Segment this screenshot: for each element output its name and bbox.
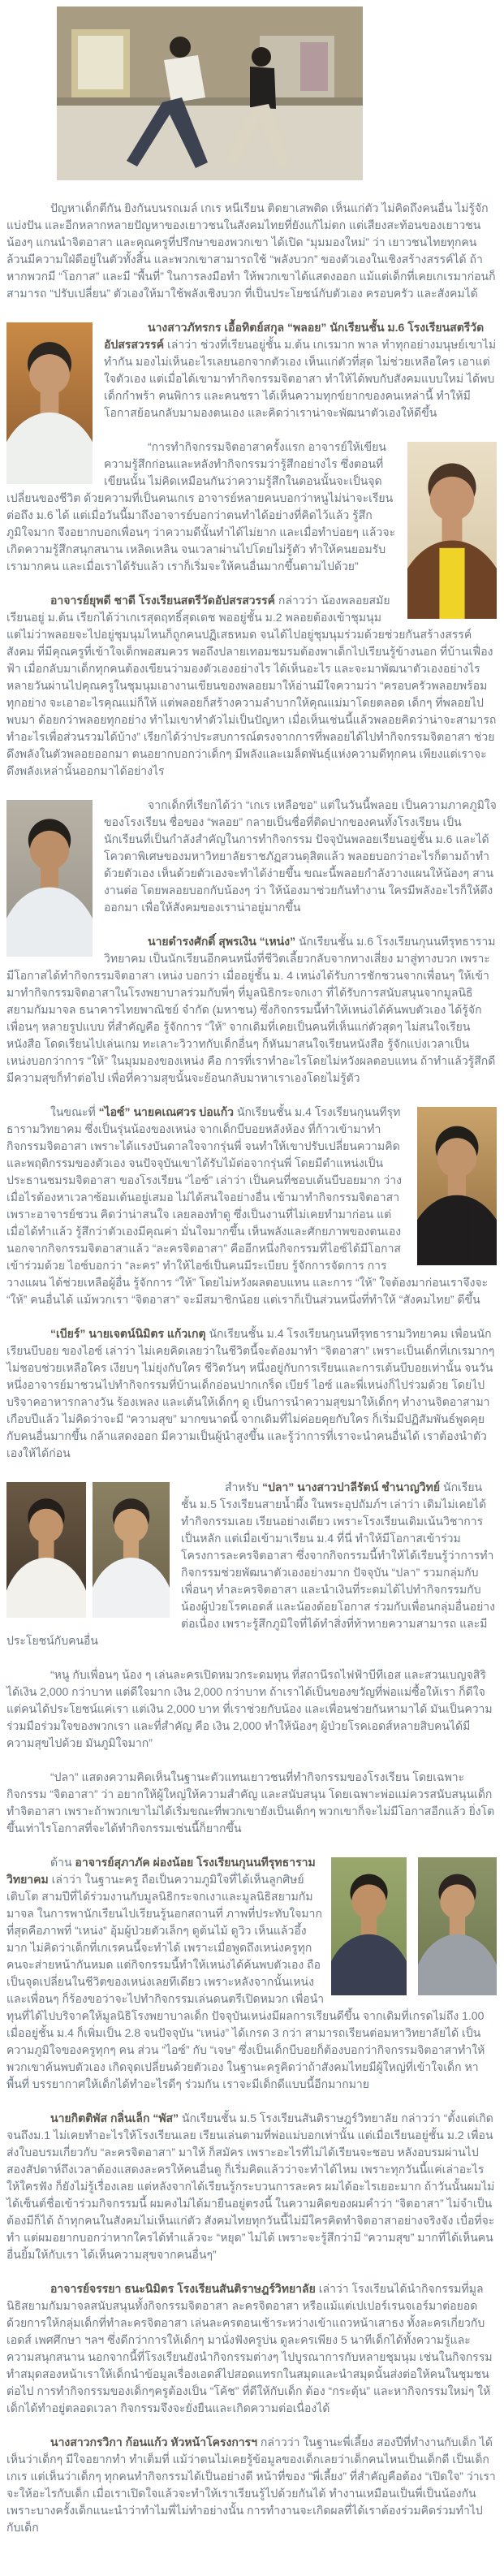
paragraph-pla-opinion	[6, 1769, 497, 1837]
paragraph-teacher-janya	[6, 2280, 497, 2417]
supapak-text: เล่าว่า ในฐานะครู ถือเป็นความภูมิใจที่ได้เห็นลูกศิษย์เติบโต สามปีที่ได้ร่วมงานกับมูลนิธิกระจกเงาและมูลนิธิสยามกัมมาจล ในการพานักเรียนไปเรียนรู้นอกสถานที่ ภาพที่ประทับใจมากที่สุดคือภาพที่ “เหน่ง” อุ้มผู้ป่วยตัวเล็กๆ ดูต้นไม้ ดูวิว เห็นแล้วอึ้งมาก ไม่คิดว่าเด็กที่เกเรคนนี้จะทำได้ เพราะเมื่อพูดถึงเหน่งครูทุกคนจะส่ายหน้ากันหมด แต่กิจกรรมนี้ทำให้เหน่งได้ค้นพบตัวเอง ถือเป็นจุดเปลี่ยนในชีวิตของเหน่งเลยทีเดียว เพราะหลังจากนั้นเหน่งและเพื่อนๆ ก็ร้องขอว่าจะไปทำกิจกรรมเล่นดนตรีเปิดหมวก เพื่อนำทุนที่ได้ไปบริจาคให้มูลนิธิโรงพยาบาลเด็ก ปัจจุบันเหน่งมีผลการเรียนดีขึ้น จากเดิมที่เกรดไม่ถึง 1.00 เมื่ออยู่ชั้น ม.4 ก็เพิ่มเป็น 2.8 จนปัจจุบัน “เหน่ง” ได้เกรด 3 กว่า สามารถเรียนต่อมหาวิทยาลัยได้ เป็นความภูมิใจของครูทุกๆ คน ส่วน “ไอซ์” กับ “เจษ” ซึ่งเป็นเด็กบีบอยก็ต้องบอกว่ากิจกรรมจิตอาสาทำให้พวกเขาค้นพบตัวเอง เกิดจุดเปลี่ยนด้วยตัวเอง ในฐานะครูคิดว่าถ้าสังคมไทยมีผู้ใหญ่ที่เข้าใจเด็ก หาพื้นที่ บรรยากาศให้เด็กได้ทำอะไรดีๆ ร่วมกัน เราจะมีเด็กดีแบบนี้อีกมากมาย	[6, 1873, 485, 2090]
photo-portrait-ploy	[6, 322, 93, 484]
pla-pre: สำหรับ	[225, 1480, 262, 1493]
project-leader-name-korawika: นางสาวกรวิกา ก้อนแก้ว หัวหน้าโครงการฯ	[50, 2436, 258, 2448]
student-name-kittipas: นายกิตติพัส กลิ่นเล็ก “พัส”	[50, 2111, 179, 2124]
person-silhouette	[407, 442, 497, 619]
photo-portrait-pla	[93, 1482, 170, 1618]
korawika-text: กล่าวว่า ในฐานะพี่เลี้ยง สองปีที่ทำงานกับเด็ก ได้เห็นว่าเด็กๆ มีใจอยากทำ ทำเต็มที่ แม้ว่าตนไม่เคยรู้ข้อมูลของเด็กเลยว่าเด็กคนไหนเป็นเด็กดี เป็นเด็กเกเร แต่เห็นว่าเด็กๆ ทุกคนทำกิจกรรมได้เป็นอย่างดี หน้าที่ของ “พี่เลี้ยง” ที่สำคัญคือต้อง “เปิดใจ” ว่าเราจะให้อะไรกับเด็ก เมื่อเราเปิดใจแล้วจะทำให้เราเรียนรู้ไปด้วยกันได้ ทำงานเหมือนเป็นพี่เป็นน้องกัน เพราะบางครั้งเด็กแนะนำว่าทำไมพี่ไม่ทำอย่างนั้น การทำงานจะเกิดผลที่ได้เราต้องร่วมคิดร่วมทำไปกับเด็ก	[6, 2436, 496, 2534]
intro-text: ปัญหาเด็กตีกัน ยิงกันบนรถเมล์ เกเร หนีเรียน ติดยาเสพติด เห็นแก่ตัว ไม่คิดถึงคนอื่น ไม่รู้จักแบ่งปัน และอีกหลากหลายปัญหาของเยาวชนในสังคมไทยที่ยังแก้ไม่ตก แต่เสียงสะท้อนของเยาวชนน้องๆ แกนนำจิตอาสา และคุณครูที่ปรึกษาของพวกเขา ได้เปิด “มุมมองใหม่” ว่า เยาวชนไทยทุกคนล้วนมีความใฝ่ดีอยู่ในตัวทั้งสิ้น และพวกเขาสามารถใช้ “พลังบวก” ของตัวเองในเชิงสร้างสรรค์ได้ ถ้าหากพวกมี “โอกาส” และมี “พื้นที่” ในการลงมือทำ ให้พวกเขาได้แสดงออก แม้แต่เด็กที่เคยเกเรมาก่อนก็สามารถ “ปรับเปลี่ยน” ตัวเองให้มาใช้พลังเชิงบวก ที่เป็นประโยชน์กับตัวเอง ครอบครัว และสังคมได้	[6, 201, 496, 300]
pla-opinion-text: “ปลา” แสดงความคิดเห็นในฐานะตัวแทนเยาวชนที่ทำกิจกรรมของโรงเรียน โดยเฉพาะกิจกรรม “จิตอาสา” ว่า อยากให้ผู้ใหญ่ให้ความสำคัญ และสนับสนุน โดยเฉพาะพ่อแม่ควรสนับสนุนเด็กทำจิตอาสา เพราะถ้าพวกเขาไม่ได้เริ่มขณะที่พวกเขายังเป็นเด็กๆ พวกเขาก็จะไม่มีโอกาสอีกแล้ว ยิ่งโตขึ้นเท่าไรโอกาสที่จะได้ทำกิจกรรมเช่นนี้ก็ยากขึ้น	[6, 1770, 495, 1835]
person-silhouette	[6, 800, 93, 957]
paragraph-kittipas	[6, 2110, 497, 2263]
damrongsak-text: นักเรียนชั้น ม.6 โรงเรียนกุนนทีรุทธารามวิทยาคม เป็นนักเรียนอีกคนหนึ่งที่ชีวิตเลี้ยวกลับจากทางเสี่ยง มาสู่ทางบวก เพราะมีโอกาสได้ทำกิจกรรมจิตอาสา เหน่ง บอกว่า เมื่ออยู่ชั้น ม. 4 เหน่งได้รับการชักชวนจากเพื่อนๆ ให้เข้ามาทำกิจกรรมจิตอาสาในโรงพยาบาลร่วมกับพี่ๆ ที่มูลนิธิกระจกเงา ที่ได้รับการสนับสนุนจากมูลนิธิสยามกัมมาจล ธนาคารไทยพาณิชย์ จำกัด (มหาชน) ซึ่งกิจกรรมนี้ทำให้เหน่งได้ค้นพบตัวเอง ได้รู้จักเพื่อนๆ หลายรูปแบบ ที่สำคัญคือ รู้จักการ “ให้” จากเดิมที่เคยเป็นคนที่เห็นแก่ตัวสุดๆ ไม่สนใจเรียนหนังสือ โดดเรียนไปเล่นเกม ทะเลาะวิวาทกับเด็กอื่นๆ ก็หันมาสนใจเรียนหนังสือ รู้จักแบ่งเวลาเป็น เหน่งบอกว่าการ “ให้” ในมุมมองของเหน่ง คือ การที่เราทำอะไรโดยไม่หวังผลตอบแทน ถ้าทำแล้วรู้สึกดีมีความสุขก็ทำต่อไป เพื่อที่ความสุขนั้นจะย้อนกลับมาหาเราเองโดยไม่รู้ตัว	[6, 935, 496, 1084]
student-name-ice: “ไอซ์” นายคเณศวร บ่อแก้ว	[98, 1105, 235, 1118]
student-name-ploy: นางสาวภัทรกร เอื้อทิตย์สกุล “พลอย” นักเรียนชั้น ม.6 โรงเรียนสตรีวัดอัปสรสวรรค์	[104, 321, 485, 351]
pla-text: นักเรียนชั้น ม.5 โรงเรียนสายน้ำผึ้ง ในพระอุปถัมภ์ฯ เล่าว่า เดิมไม่เคยได้ทำกิจกรรมเลย เรียนอย่างเดียว เพราะโรงเรียนเดิมเน้นวิชาการเป็นหลัก แต่เมื่อเข้ามาเรียน ม.4 ที่นี่ ทำให้มีโอกาสเข้าร่วมโครงการละครจิตอาสา ซึ่งจากกิจกรรมนี้ทำให้ได้เรียนรู้ว่าการทำกิจกรรมช่วยพัฒนาตัวเองอย่างมาก ปัจจุบัน “ปลา” รวมกลุ่มกับเพื่อนๆ ทำละครจิตอาสา และนำเงินที่ระดมได้ไปทำกิจกรรมกับน้องผู้ป่วยโรคเอดส์ และน้องด้อยโอกาส ร่วมกับเพื่อนกลุ่มอื่นอย่างต่อเนื่อง เพราะรู้สึกภูมิใจที่ได้ทำสิ่งที่ท้าทายความสามารถ และมีประโยชน์กับคนอื่น	[6, 1480, 495, 1647]
ice-pre: ในขณะที่	[50, 1105, 99, 1118]
person-silhouette	[418, 1857, 497, 1995]
supapak-pre: ด้าน	[50, 1856, 75, 1869]
janya-text: เล่าว่า โรงเรียนได้นำกิจกรรมที่มูลนิธิสยามกัมมาจลสนับสนุนทั้งกิจกรรมจิตอาสา ละครจิตอาสา หรือแม้แต่เปเปอร์เรนจเอร์มาต่อยอด ด้วยการให้กลุ่มเด็กที่ทำละครจิตอาสา เล่นละครตอนเช้าระหว่างเข้าแถวหน้าเสาธง ทั้งละครเกี่ยวกับเอดส์ เพศศึกษา ฯลฯ ซึ่งดีกว่าการให้เด็กๆ มานั่งฟังครูบ่น ดูละครเพียง 5 นาทีเด็กได้ทั้งความรู้และความสนุกสนาน นอกจากนี้ที่โรงเรียนยังนำกิจกรรมต่างๆ ไปบูรณาการกับหลายชุมนุม เช่นในกิจกรรมทำสมุดสองหน้าเราให้เด็กนำข้อมูลเรื่องเอดส์ไปสอดแทรกในสมุดและนำสมุดนั้นส่งต่อให้คนในชุมชนต่อไป การทำกิจกรรมของเด็กๆครูต้องเป็น “โค้ช” ที่ดีให้กับเด็ก ต้อง “กระตุ้น” และหากิจกรรมใหม่ๆ ให้เด็กได้ทำอยู่ตลอดเวลา กิจกรรมจึงจะยั่งยืนและเกิดความต่อเนื่องได้	[6, 2282, 493, 2414]
photo-portrait-neng	[6, 800, 93, 957]
ploy-text: เล่าว่า ช่วงที่เรียนอยู่ชั้น ม.ต้น เกเรมาก พาล ทำทุกอย่างมนุษย์เขาไม่ทำกัน มองไม่เห็นอะไรเลยนอกจากตัวเอง เห็นแก่ตัวที่สุด ไม่ช่วยเหลือใคร เอาแต่ใจตัวเอง แต่เมื่อได้เขามาทำกิจกรรมจิตอาสา ทำให้ได้พบกับสังคมแบบใหม่ ได้พบเด็กกำพร้า คนพิการ และคนชรา ได้เห็นความทุกข์ยากของคนเหล่านี้ ทำให้มีโอกาสย้อนกลับมามองตนเอง และคิดว่าเราน่าจะพัฒนาตัวเองให้ดีขึ้น	[104, 338, 497, 419]
teacher-name-supapak: อาจารย์สุภาภัค ผ่องน้อย โรงเรียนกุนนทีรุทธารามวิทยาคม	[6, 1856, 316, 1886]
teacher-name-yupadee: อาจารย์ยุพดี ชาดี โรงเรียนสตรีวัดอัปสรสวรรค์	[50, 594, 276, 607]
yupadee-text: กล่าวว่า น้องพลอยสมัยเรียนอยู่ ม.ต้น เรียกได้ว่าเกเรสุดฤทธิ์สุดเดช พออยู่ชั้น ม.2 พลอยต้องเข้าชุมนุม แต่ไม่ว่าพลอยจะไปอยู่ชุมนุมไหนก็ถูกคนปฏิเสธหมด จนได้ไปอยู่ชุมนุมร่วมด้วยช่วยกันสร้างสรรค์สังคม ที่มีคุณครูที่เข้าใจเด็กพอสมควร พอถึงปลายเทอมชมรมต้องพาเด็กไปเรียนรู้ข้างนอก ที่บ้านเฟื่องฟ้า เมื่อกลับมาเด็กทุกคนต้องเขียนว่ามองตัวเองอย่างไร ได้เห็นอะไร และจะมาพัฒนาตัวเองอย่างไร หลายวันผ่านไปคุณครูในชุมนุมเอางานเขียนของพลอยมาให้อ่านมีใจความว่า “ครอบครัวพลอยพร้อมทุกอย่าง จะเอาอะไรคุณแม่ก็ให้ แต่พลอยก็สร้างความลำบากให้คุณแม่มาโดยตลอด เด็กๆ ที่พลอยไปพบมา ด้อยกว่าพลอยทุกอย่าง ทำไมเขาทำตัวไม่เป็นปัญหา เมื่อเห็นเช่นนี้แล้วพลอยคิดว่าน่าจะสามารถทำอะไรเพื่อส่วนรวมได้บ้าง” เรียกได้ว่าประสบการณ์ตรงจากการที่พลอยได้ไปทำกิจกรรมจิตอาสา ช่วยดึงพลังในตัวพลอยออกมา ตนอยากบอกว่าเด็กๆ มีพลังและเมล็ดพันธุ์แห่งความดีทุกคน เพียงแต่เราจะดึงพลังเหล่านั้นออกมาได้อย่างไร	[6, 594, 497, 777]
paragraph-intro	[6, 200, 497, 302]
ploy-quote-text: “การทำกิจกรรมจิตอาสาครั้งแรก อาจารย์ให้เขียนความรู้สึกก่อนและหลังทำกิจกรรมว่ารู้สึกอย่างไร ซึ่งตอนที่เขียนนั้น ไม่คิดเหมือนกันว่าความรู้สึกในตอนนั้นจะเป็นจุดเปลี่ยนของชีวิต ด้วยความที่เป็นคนเกเร อาจารย์หลายคนบอกว่าหนูไม่น่าจะเรียนต่อถึง ม.6 ได้ แต่เมื่อวันนี้มาถึงอาจารย์บอกว่าตนทำได้อย่างที่คิดไว้แล้ว รู้สึกภูมิใจมาก จึงอยากบอกเพื่อนๆ ว่าความดีนั้นทำได้ไม่ยาก และเมื่อทำบ่อยๆ แล้วจะเกิดความรู้สึกสนุกสนาน เหลิดเหลิน จนเวลาผ่านไปโดยไม่รู้ตัว ทำให้คนยอมรับเรามากคน และเมื่อเราได้รับแล้ว เราก็เริ่มจะให้คนอื่นมากขึ้นตามไปด้วย”	[6, 440, 396, 573]
person-silhouette	[6, 322, 93, 484]
photo-volunteer-photo-rack	[418, 1857, 497, 1995]
photo-portrait-jet	[6, 1482, 86, 1618]
person-silhouette	[417, 1107, 497, 1265]
dance-scene-illustration	[57, 6, 363, 180]
paragraph-beer	[6, 1325, 497, 1462]
photo-bboy-dance-practice	[57, 6, 363, 180]
person-silhouette	[6, 1482, 86, 1618]
beer-text: นักเรียนชั้น ม.4 โรงเรียนกุนนทีรุทธารามวิทยาคม เพื่อนนักเรียนบีบอย ของไอซ์ เล่าว่า ไม่เคยคิดเลยว่าในชีวิตนี้จะต้องมาทำ “จิตอาสา” เพราะเป็นเด็กที่เกเรมากๆ ไม่ชอบช่วยเหลือใคร เงียบๆ ไม่ยุ่งกับใคร ชีวิตวันๆ หนึ่งอยู่กับการเรียนและการเต้นบีบอยเท่านั้น จนวันหนึ่งอาจารย์มาชวนไปทำกิจกรรมที่บ้านเด็กอ่อนปากเกร็ด เบียร์ ไอซ์ และพี่เหน่งก็ไปร่วมด้วย โดยไปบริจาคอาหารกลางวัน ร้องเพลง และเต้นให้เด็กๆ ดู เป็นการนำความสุขมาให้เด็กๆ ทำงานจิตอาสามาเกือบปีแล้ว ไม่คิดว่าจะมี “ความสุข” มากขนาดนี้ จากเดิมที่ไม่ค่อยคุยกับใคร ก็เริ่มมีปฏิสัมพันธ์พูดคุยกับคนอื่นมากขึ้น กล้าแสดงออก มีความเป็นผู้นำสูงขึ้น และรู้ว่าการที่เราจะนำคนอื่นได้ เราต้องนำตัวเองให้ได้ก่อน	[6, 1327, 495, 1459]
kittipas-text: นักเรียนชั้น ม.5 โรงเรียนสันติราษฎร์วิทยาลัย กล่าวว่า “ตั้งแต่เกิดจนถึงม.1 ไม่เคยทำอะไรให้โรงเรียนเลย เรียนเล่นตามที่พ่อแม่บอกเท่านั้น แต่เมื่อเรียนอยู่ชั้น ม.2 เพื่อนส่งใบอบรมเกี่ยวกับ “ละครจิตอาสา” มาให้ ก็สมัคร เพราะอะไรที่ไม่ได้เรียนจะชอบ หลังอบรมผ่านไปสองสัปดาห์ถึงเวลาต้องแสดงละครให้คนอื่นดู ก็เริ่มคิดแล้วว่าจะทำได้ไหม เพราะทุกวันนี้แค่เล่าอะไรให้ใครฟัง ก็ยังไม่รู้เรื่องเลย แต่หลังจากได้เรียนรู้กระบวนการละคร ผมได้อะไรเยอะมาก ถ้าวันนั้นผมไม่ได้เซ็นต์ชื่อเข้าร่วมกิจกรรมนี้ ผมคงไม่ได้มายืนอยู่ตรงนี้ ในความคิดของผมคำว่า “จิตอาสา” ไม่จำเป็นต้องมีก็ได้ ถ้าทุกคนในสังคมไม่เห็นแก่ตัว สังคมไทยทุกวันนี้ไม่มีใครคิดทำจิตอาสาอย่างจริงจัง เบื่อที่จะทำ แต่ผมอยากบอกว่าหากใครได้ทำแล้วจะ “หยุด” ไม่ได้ เพราะจะรู้สึกว่ามี “ความสุข” มากที่ได้เห็นคนอื่นยิ้มให้กับเรา ได้เห็นความสุขจากคนอื่นๆ”	[6, 2111, 495, 2261]
ice-text: นักเรียนชั้น ม.4 โรงเรียนกุนนทีรุทธารามวิทยาคม ซึ่งเป็นรุ่นน้องของเหน่ง จากเด็กบีบอยหลังห้อง ที่ก้าวเข้ามาทำกิจกรรมจิตอาสา เพราะได้แรงบันดาลใจจากรุ่นพี่ จนทำให้เขาปรับเปลี่ยนความคิด และพฤติกรรมของตัวเอง จนปัจจุบันเขาได้รับไม้ต่อจากรุ่นพี่ โดยมีตำแหน่งเป็นประธานชมรมจิตอาสา ของโรงเรียน “ไอซ์” เล่าว่า เป็นคนที่ชอบเต้นบีบอยมาก ว่างเมื่อไรต้องหาเวลาซ้อมเต้นอยู่เสมอ ไม่ได้สนใจอย่างอื่น เข้ามาทำกิจกรรมจิตอาสา เพราะอาจารย์ชวน คิดว่าน่าสนใจ เลยลองทำดู ซึ่งเป็นงานที่ไม่เคยทำมาก่อน แต่เมื่อได้ทำแล้ว รู้สึกว่าตัวเองมีคุณค่า มั่นใจมากขึ้น เห็นพลังและศักยภาพของตนเอง นอกจากกิจกรรมจิตอาสาแล้ว “ละครจิตอาสา” คืออีกหนึ่งกิจกรรมที่ไอซ์ได้มีโอกาสเข้าร่วมด้วย ไอซ์บอกว่า “ละคร” ทำให้ไอซ์เป็นคนมีระเบียบ รู้จักการจัดการ การวางแผน ได้ช่วยเหลือผู้อื่น รู้จักการ “ให้” โดยไม่หวังผลตอบแทน และการ “ให้” ใจต้องมาก่อนเราจึงจะ “ให้” คนอื่นได้ แม้พวกเรา “จิตอาสา” จะมีสมาชิกน้อย แต่เราก็เป็นส่วนหนึ่งที่ทำให้ “สังคมไทย” ดีขึ้น	[6, 1105, 489, 1306]
student-name-damrongsak: นายดำรงศักดิ์ สุพรเงิน “เหน่ง”	[148, 935, 296, 948]
ploy-today-text: จากเด็กที่เรียกได้ว่า “เกเร เหลือขอ” แต่ในวันนี้พลอย เป็นความภาคภูมิใจของโรงเรียน ชื่อของ “พลอย” กลายเป็นชื่อที่ติดปากของคนทั้งโรงเรียน เป็นนักเรียนที่เป็นกำลังสำคัญในการทำกิจกรรม ปัจจุบันพลอยเรียนอยู่ชั้น ม.6 และได้โควตาพิเศษของมหาวิทยาลัยราชภัฏสวนดุสิตแล้ว พลอยบอกว่าอะไรก็ตามถ้าทำด้วยตัวเอง เห็นด้วยตัวเองจะทำได้ง่ายขึ้น ขณะนี้พลอยกำลังวางแผนให้น้องๆ สานงานต่อ โดยพลอยบอกกับน้องๆ ว่า ให้น้องมาช่วยกันทำงาน ใครมีพลังอะไรก็ให้ดึงออกมา เพื่อให้สังคมของเราน่าอยู่มากขึ้น	[104, 798, 497, 914]
person-silhouette	[331, 1857, 407, 1995]
paragraph-pla-quote	[6, 1666, 497, 1752]
paragraph-teacher-yupadee	[6, 592, 497, 780]
student-name-pla: “ปลา” นางสาวปาลีรัตน์ ชำนาญวิทย์	[261, 1480, 441, 1493]
photo-portrait-teacher-yupadee	[407, 442, 497, 619]
pla-quote-text: “หนู กับเพื่อนๆ น้อง ๆ เล่นละครเปิดหมวกระดมทุน ที่สถานีรถไฟฟ้าบีทีเอส และสวนเบญจสิริ ได้เงิน 2,000 กว่าบาท แต่ดีใจมาก เงิน 2,000 กว่าบาท ถ้าเราได้เป็นของขวัญที่พ่อแม่ซื้อให้เรา ก็ดีใจ แต่คนได้ประโยชน์แค่เรา แต่เงิน 2,000 บาท ที่เราช่วยกับน้อง และเพื่อนช่วยกันหามาได้ มันเป็นความร่วมมือร่วมใจของพวกเรา และที่สำคัญ คือ เงิน 2,000 ทำให้น้องๆ ผู้ป่วยโรคเอดส์หลายสิบคนได้มีความสุขไปด้วย มันภูมิใจมาก”	[6, 1668, 493, 1749]
person-silhouette	[93, 1482, 170, 1618]
photo-portrait-ice	[417, 1107, 497, 1265]
teacher-name-janya: อาจารย์จรรยา ธนะนิมิตร โรงเรียนสันติราษฎร์วิทยาลัย	[50, 2282, 316, 2295]
paragraph-korawika	[6, 2434, 497, 2536]
student-name-beer: “เบียร์” นายเจตน์นิมิตร แก้วเกตุ	[50, 1327, 206, 1340]
photo-student-hoodie-glasses	[331, 1857, 407, 1995]
